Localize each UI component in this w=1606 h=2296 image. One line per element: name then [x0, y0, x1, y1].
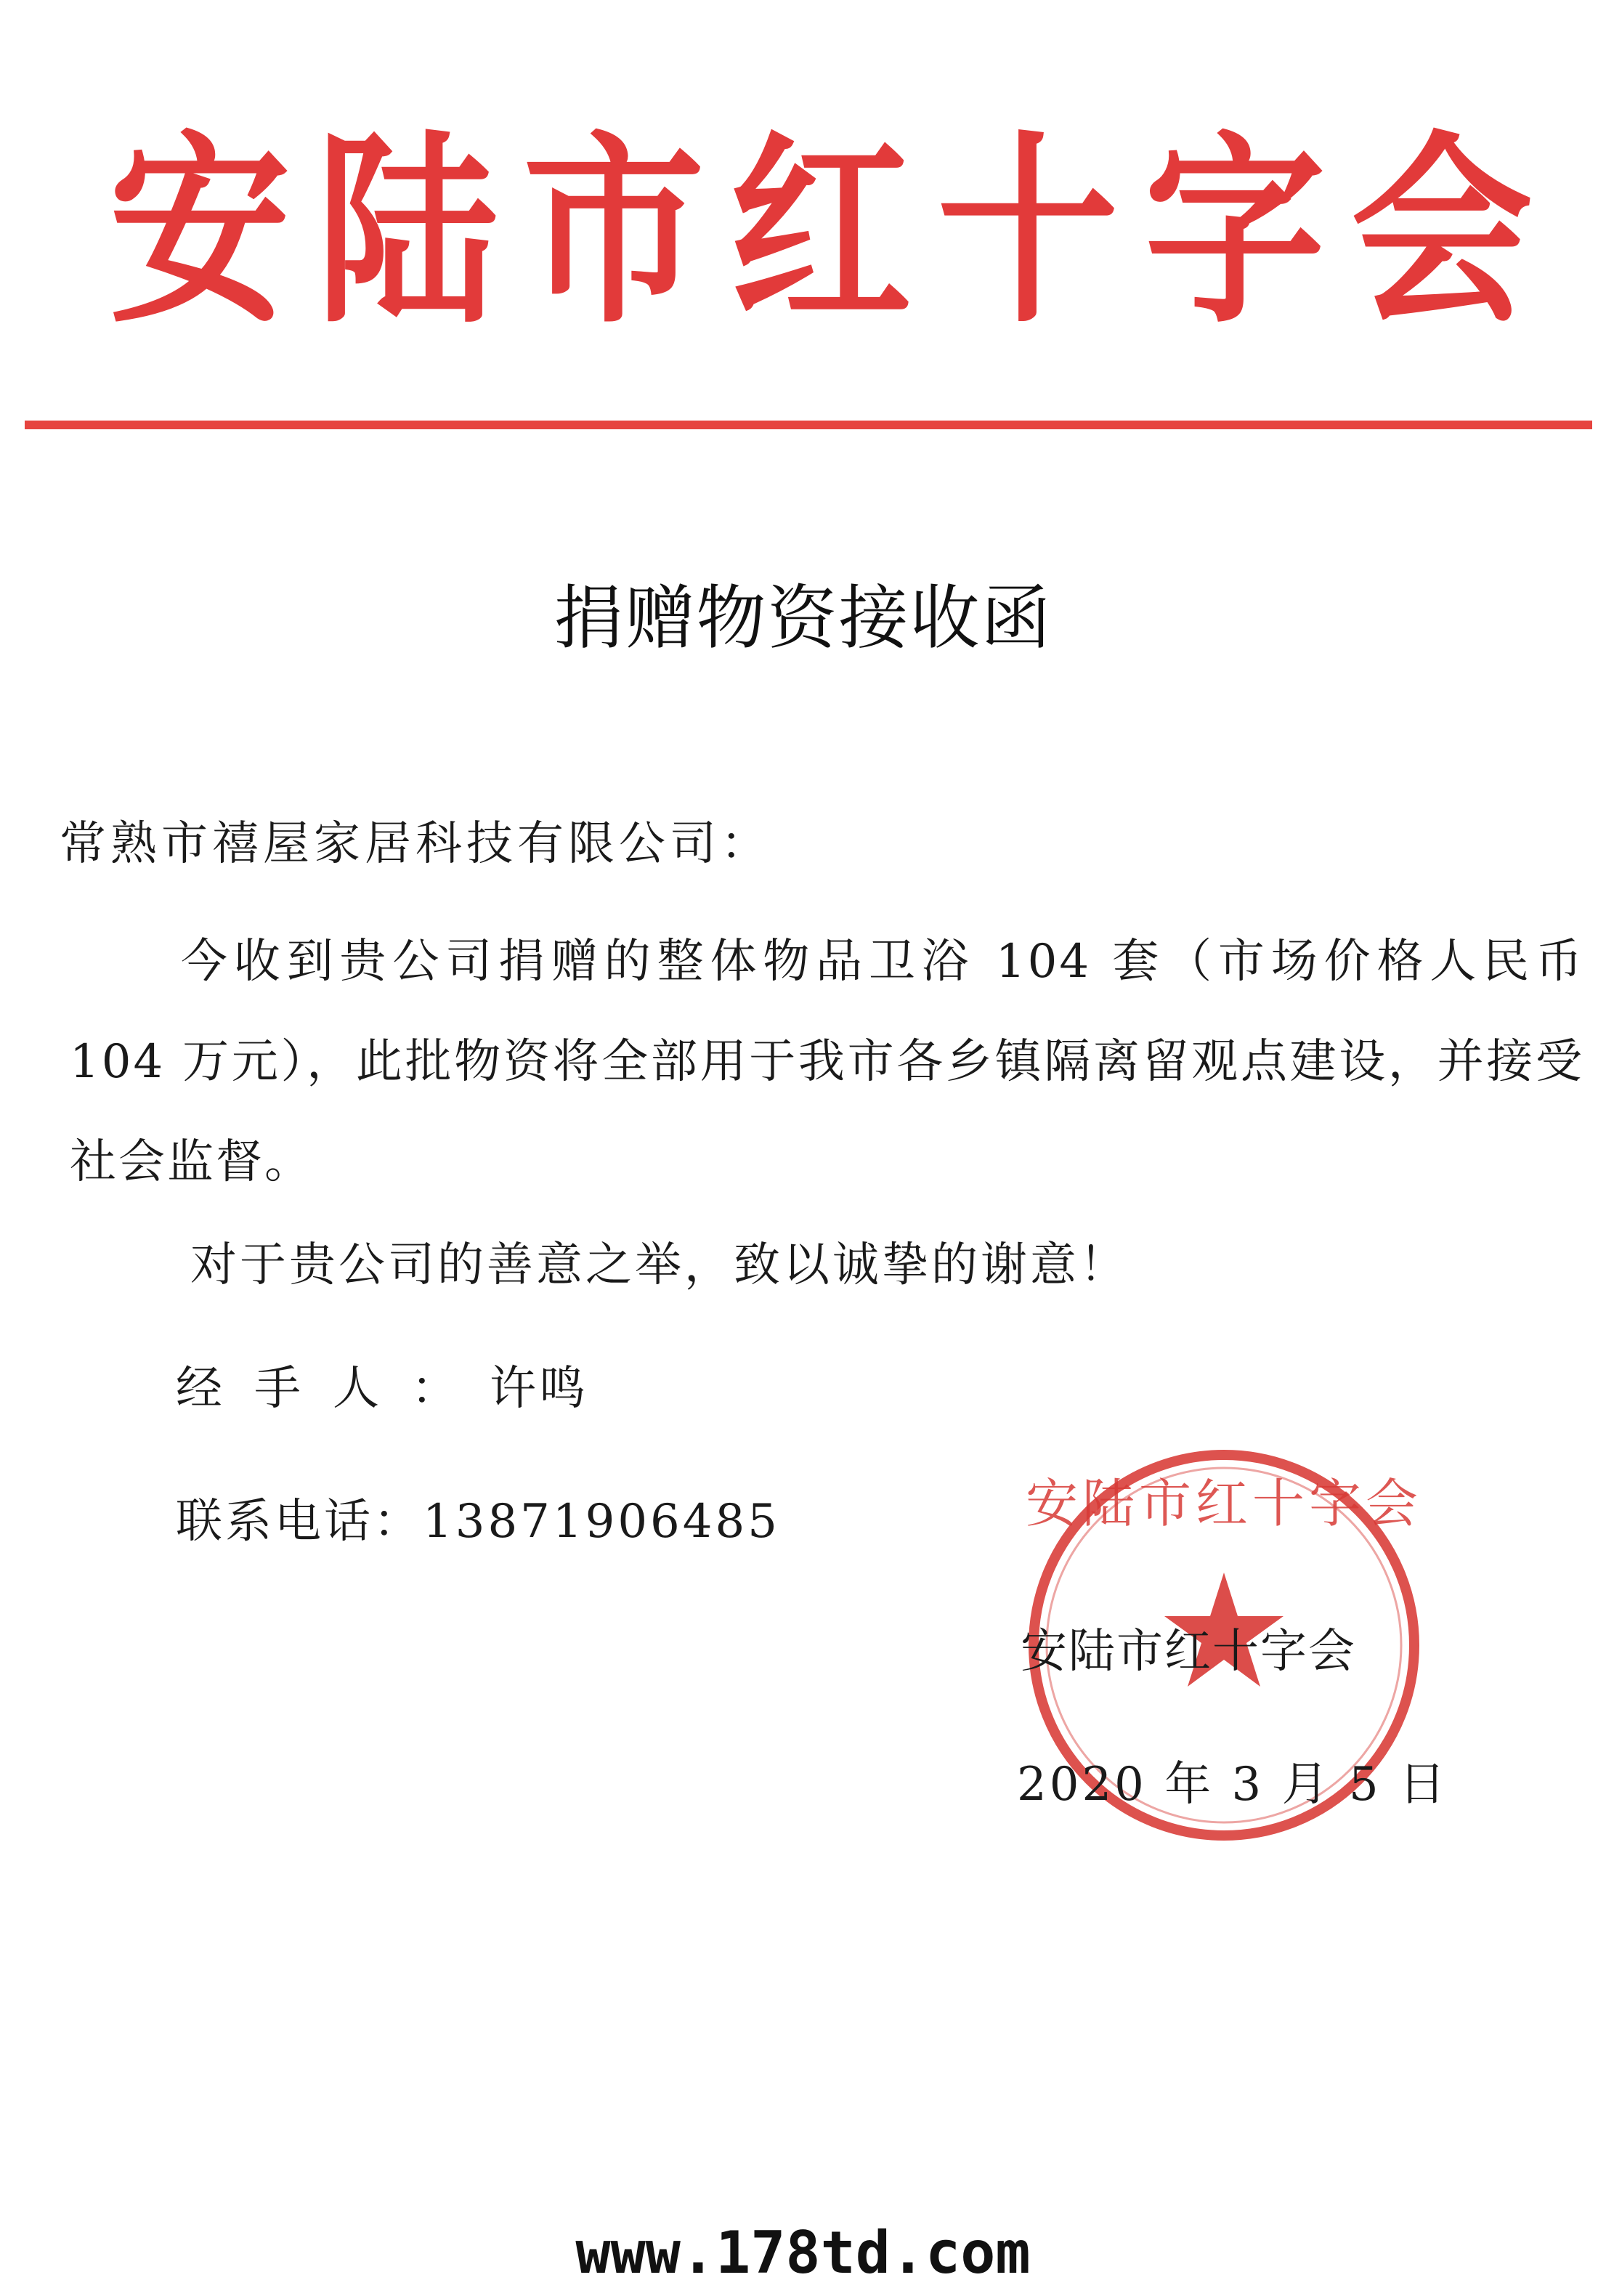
- handler-name: 许鸣: [490, 1362, 588, 1416]
- letterhead: [109, 109, 1533, 356]
- handler-label: 经手人：: [176, 1362, 490, 1416]
- letterhead-char: 十: [937, 113, 1119, 351]
- letterhead-char: 会: [1351, 113, 1533, 351]
- phone-number: 13871906485: [423, 1495, 780, 1549]
- handler-line: [176, 1351, 588, 1418]
- salutation: 常熟市禧屋家居科技有限公司：: [60, 817, 771, 871]
- thanks-line: 对于贵公司的善意之举，致以诚挚的谢意！: [190, 1238, 1129, 1292]
- document-title: 捐赠物资接收函: [553, 577, 1053, 659]
- website-watermark: www.178td.com: [575, 2219, 1031, 2287]
- seal-text: 安陆市红十字会: [1025, 1473, 1423, 1534]
- letterhead-divider: [25, 421, 1592, 429]
- letterhead-char: 字: [1144, 113, 1326, 351]
- body-paragraph: 今收到贵公司捐赠的整体物品卫浴 104 套（市场价格人民币 104 万元），此批物资将全部用于我市各乡镇隔离留观点建设，并接受社会监督。: [70, 935, 1584, 1189]
- letterhead-char: 陆: [316, 113, 498, 351]
- phone-line: [176, 1484, 780, 1551]
- letterhead-char: 红: [730, 113, 912, 351]
- letterhead-char: 市: [523, 113, 705, 351]
- signer-name: 安陆市红十字会: [1021, 1625, 1356, 1679]
- letterhead-char: 安: [109, 113, 291, 351]
- issue-date: 2020 年 3 月 5 日: [1017, 1758, 1449, 1812]
- phone-label: 联系电话：: [176, 1495, 423, 1549]
